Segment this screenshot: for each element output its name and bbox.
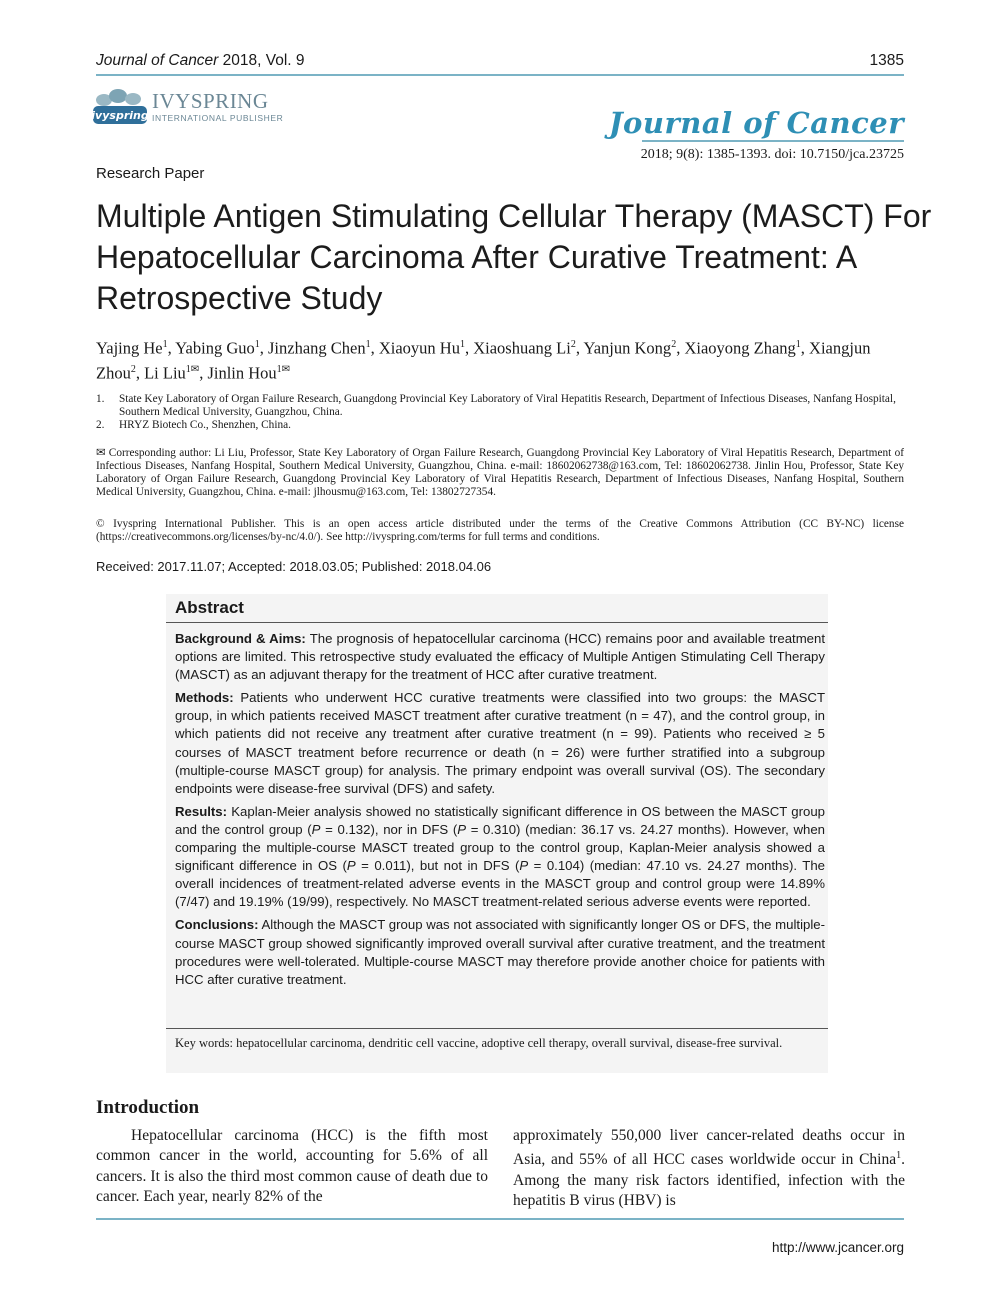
volume-info: 2018, Vol. 9 <box>218 52 305 69</box>
author-affiliation-marker: 2 <box>570 339 576 350</box>
intro-text: . Among the many risk factors identified, infection with the hepatitis B virus (HBV) is <box>513 1151 905 1210</box>
p-value-symbol: P <box>519 858 529 874</box>
results-text: = 0.011), but not in DFS ( <box>355 858 520 874</box>
affiliation-text: HRYZ Biotech Co., Shenzhen, China. <box>119 419 291 431</box>
envelope-icon: ✉ <box>281 363 291 375</box>
author-affiliation-marker: 1 <box>162 339 168 350</box>
abstract-methods <box>175 689 825 798</box>
header-rule <box>96 74 904 76</box>
affiliations <box>96 393 904 432</box>
journal-running-title: Journal of Cancer <box>96 52 219 69</box>
journal-logo: Journal of Cancer <box>608 106 904 140</box>
abstract-rule-top <box>166 622 828 623</box>
article-title: Multiple Antigen Stimulating Cellular Therapy (MASCT) For Hepatocellular Carcinoma After Curative Treatment: A Retrospective Study <box>96 198 932 316</box>
methods-label: Methods: <box>175 690 234 706</box>
page-number: 1385 <box>869 52 904 69</box>
affiliation-text: State Key Laboratory of Organ Failure Research, Guangdong Provincial Key Laboratory of Viral Hepatitis Research, Department of Infectious Diseases, Nanfang Hospital, Southern Medical University, Guangzhou, China. <box>119 393 896 418</box>
background-label: Background & Aims: <box>175 631 306 646</box>
background-text: The prognosis of hepatocellular carcinoma (HCC) remains poor and available treatment options are limited. This retrospective study evaluated the efficacy of Multiple Antigen Stimulating Cell Therapy (MASCT) as an adjuvant therapy for the treatment of HCC after curative treatment. <box>175 631 826 683</box>
envelope-icon: ✉ <box>96 447 109 459</box>
article-type: Research Paper <box>96 165 205 182</box>
author-affiliation-marker: 2 <box>130 363 136 375</box>
introduction-column-left: Hepatocellular carcinoma (HCC) is the fifth most common cancer in the world, accounting for 5.6% of all cancers. It is also the third most common cause of death due to cancer. Each year, nearly 82% of the <box>96 1127 488 1205</box>
citation: 2018; 9(8): 1385-1393. doi: 10.7150/jca.23725 <box>640 147 904 162</box>
results-text: = 0.104) (median: 47.10 vs. 24.27 months). The overall incidences of treatment-related adverse events in the MASCT group and control group were 14.89% (7/47) and 19.19% (19/99), respectively. No MASCT treatment-related serious adverse events were reported. <box>175 858 825 910</box>
author-name: Yanjun Kong <box>583 338 672 358</box>
envelope-icon: ✉ <box>190 363 200 375</box>
author-name: Xiaoshuang Li <box>473 338 571 358</box>
journal-website-link[interactable]: http://www.jcancer.org <box>771 1240 904 1255</box>
author-name: Jinlin Hou <box>207 363 277 382</box>
abstract-rule-bottom <box>166 1028 828 1029</box>
p-value-symbol: P <box>346 858 356 874</box>
reference-marker: 1 <box>896 1150 902 1162</box>
introduction-heading: Introduction <box>96 1097 200 1118</box>
publisher-logo <box>90 86 290 132</box>
author-affiliation-marker: 1 <box>276 363 282 375</box>
running-head <box>96 52 305 70</box>
conclusions-text: Although the MASCT group was not associated with significantly longer OS or DFS, the multiple-course MASCT group showed significantly improved overall survival after curative treatment, and the treatment procedures were well-tolerated. Multiple-course MASCT may therefore provide another choice for patients with HCC after curative treatment. <box>175 917 825 987</box>
journal-logo-rule <box>642 140 904 142</box>
author-affiliation-marker: 1 <box>459 339 465 350</box>
article-dates: Received: 2017.11.07; Accepted: 2018.03.05; Published: 2018.04.06 <box>96 559 492 574</box>
author-name: Li Liu <box>144 363 186 382</box>
author-affiliation-marker: 1 <box>795 339 801 350</box>
abstract-body <box>175 630 825 994</box>
correspondence-text: Corresponding author: Li Liu, Professor, State Key Laboratory of Organ Failure Research, Guangdong Provincial Key Laboratory of Viral Hepatitis Research, Department of Infectious Diseases, Nanfang Hospital, Southern Medical University, Guangzhou, China. e-mail: 18602062738@163.com, Tel: 18602062738. Jinlin Hou, Professor, State Key Laboratory of Organ Failure Research, Guangdong Provincial Key Laboratory of Viral Hepatitis Research, Department of Infectious Diseases, Nanfang Hospital, Southern Medical University, Guangzhou, China. e-mail: jlhousmu@163.com, Tel: 13802727354. <box>96 447 904 498</box>
p-value-symbol: P <box>311 821 321 837</box>
author-name: Yajing He <box>96 338 163 358</box>
conclusions-label: Conclusions: <box>175 917 259 933</box>
abstract-background <box>175 630 825 684</box>
author-affiliation-marker: 2 <box>671 339 677 350</box>
introduction-column-right <box>513 1126 905 1211</box>
affiliation-number: 1. <box>96 393 105 405</box>
publisher-badge-text: ivyspring <box>91 109 149 122</box>
results-text: = 0.132), nor in DFS ( <box>320 821 458 837</box>
author-affiliation-marker: 1 <box>254 339 260 350</box>
author-name: Yabing Guo <box>175 338 255 358</box>
abstract-results <box>175 803 825 912</box>
results-label: Results: <box>175 803 228 819</box>
affiliation-item <box>96 419 904 432</box>
author-name: Jinzhang Chen <box>267 338 366 358</box>
p-value-symbol: P <box>457 821 467 837</box>
intro-text: approximately 550,000 liver cancer-related deaths occur in Asia, and 55% of all HCC cases worldwide occur in China <box>513 1127 905 1169</box>
author-name: Xiaoyong Zhang <box>684 338 796 358</box>
affiliation-number: 2. <box>96 419 105 431</box>
results-text: = 0.310) (median: 36.17 vs. 24.27 months). However, when comparing the multiple-course MASCT treated group to the control group, Kaplan-Meier analysis showed a significant difference in OS ( <box>175 821 825 874</box>
methods-text: Patients who underwent HCC curative treatments were classified into two groups: the MASCT group, in which patients received MASCT treatment after curative treatment (n = 47), and the control group, in which patients did not receive any treatment after curative treatment (n = 99). Patients who received ≥ 5 courses of MASCT treatment before recurrence or death (n = 26) were further stratified into a subgroup (multiple-course MASCT group) for analysis. The primary endpoint was overall survival (OS). The secondary endpoints were disease-free survival (DFS) and safety. <box>175 690 825 796</box>
author-affiliation-marker: 1 <box>185 363 191 375</box>
author-name: Xiangjun Zhou <box>96 338 871 382</box>
author-affiliation-marker: 1 <box>365 339 371 350</box>
author-list: Yajing He$^1$, Yabing Guo$^1$, Jinzhang Chen$^1$, Xiaoyun Hu$^1$, Xiaoshuang Li$^2$, Yanjun Kong$^2$, Xiaoyong Zhang$^1$, Xiangjun Zhou$^2$, Li Liu$^{1✉}$, Jinlin Hou$^{1✉}$ <box>96 338 871 382</box>
author-name: Xiaoyun Hu <box>378 338 460 358</box>
ivy-leaf-icon <box>90 86 150 132</box>
abstract-conclusions <box>175 916 825 988</box>
abstract-heading: Abstract <box>175 598 244 617</box>
footer-rule <box>96 1218 904 1220</box>
publisher-name: IVYSPRING <box>152 89 269 113</box>
affiliation-item <box>96 393 904 419</box>
publisher-subtitle: INTERNATIONAL PUBLISHER <box>152 113 284 123</box>
correspondence <box>96 447 904 499</box>
results-text: Kaplan-Meier analysis showed no statistically significant difference in OS between the MASCT group and the control group ( <box>175 803 825 837</box>
license-notice: © Ivyspring International Publisher. This is an open access article distributed under the terms of the Creative Commons Attribution (CC BY-NC) license (https://creativecommons.org/licenses/by-nc/4.0/). See http://ivyspring.com/terms for full terms and conditions. <box>96 518 904 543</box>
keywords: Key words: hepatocellular carcinoma, dendritic cell vaccine, adoptive cell therapy, overall survival, disease-free survival. <box>175 1036 783 1050</box>
